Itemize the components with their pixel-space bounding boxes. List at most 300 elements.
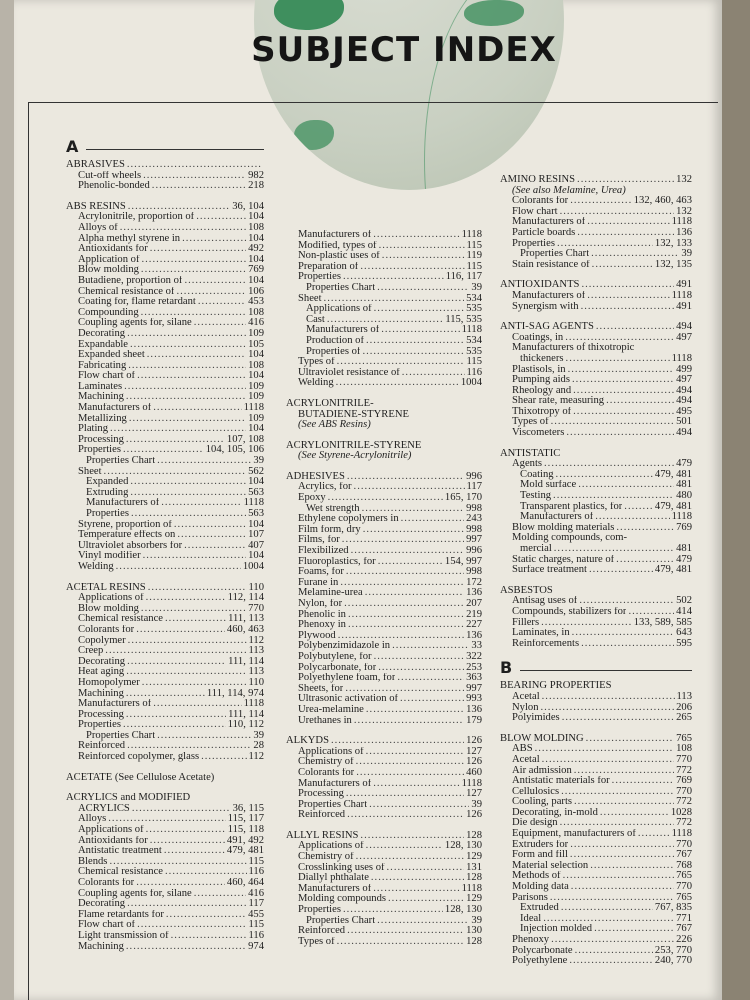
- index-entry: [66, 287, 264, 298]
- dot-leader: [373, 230, 459, 241]
- entry-gap: [286, 821, 482, 831]
- page-number: 116: [248, 866, 264, 878]
- entry-term: BEARING PROPERTIES: [500, 680, 612, 692]
- entry-gap: [500, 312, 692, 322]
- dot-leader: [540, 703, 674, 714]
- page-number: 414: [676, 605, 692, 617]
- index-entry: [66, 889, 264, 900]
- dot-leader: [392, 641, 469, 652]
- dot-leader: [362, 347, 464, 358]
- dot-leader: [166, 910, 246, 921]
- entry-term: Flame retardants for: [78, 909, 164, 920]
- page-number: 1118: [461, 777, 482, 789]
- dot-leader: [377, 916, 469, 927]
- entry-term: Epoxy: [298, 493, 326, 504]
- entry-term: Laminates, in: [512, 628, 570, 639]
- index-entry: [286, 620, 482, 631]
- index-entry: [66, 942, 264, 953]
- dot-leader: [573, 407, 674, 418]
- entry-term: Phenoxy: [512, 935, 550, 945]
- entry-term: Welding: [78, 561, 114, 572]
- page-number: 136: [466, 629, 482, 641]
- page-number: 491, 492: [226, 834, 264, 846]
- page-number: 1118: [243, 497, 264, 509]
- index-entry: [66, 160, 264, 171]
- dot-leader: [581, 639, 674, 650]
- entry-term: Wet strength: [306, 503, 360, 514]
- dot-leader: [340, 578, 464, 589]
- page-number: 998: [466, 523, 482, 535]
- dot-leader: [343, 272, 444, 283]
- entry-term: Light transmission of: [78, 930, 169, 941]
- page-number: 453: [248, 296, 264, 308]
- page-number: 128, 130: [444, 904, 482, 916]
- entry-term: Coatings, in: [512, 332, 564, 343]
- dot-leader: [366, 841, 443, 852]
- page-number: 109: [248, 380, 264, 392]
- dot-leader: [108, 814, 225, 825]
- entry-term: Foams, for: [298, 567, 344, 578]
- index-column-3: [500, 175, 692, 967]
- entry-term: Urethanes in: [298, 715, 352, 726]
- dot-leader: [366, 705, 464, 716]
- page-number: 104: [248, 550, 264, 562]
- index-entry: [286, 789, 482, 800]
- page-number: 109: [248, 327, 264, 339]
- entry-gap: [500, 649, 692, 659]
- page-number: 154, 997: [444, 555, 482, 567]
- entry-term: Non-plastic uses of: [298, 251, 380, 262]
- index-entry: [66, 731, 264, 742]
- page-number: 104: [248, 349, 264, 361]
- index-entry: [286, 905, 482, 916]
- index-entry: [66, 752, 264, 763]
- entry-term: Welding: [298, 378, 334, 389]
- dot-leader: [127, 329, 246, 340]
- entry-term: Manufacturers of: [512, 290, 586, 301]
- page-number: 132: [676, 174, 692, 185]
- index-entry: [286, 588, 482, 599]
- page-number: 207: [466, 598, 482, 609]
- index-entry: [286, 241, 482, 252]
- entry-term: Fluoroplastics, for: [298, 556, 376, 567]
- index-entry: [500, 744, 692, 755]
- page-number: 111, 113: [228, 613, 264, 625]
- dot-leader: [587, 291, 669, 302]
- dot-leader: [551, 417, 674, 428]
- dot-leader: [373, 779, 459, 790]
- page-number: 126: [466, 735, 482, 747]
- page-number: 996: [466, 545, 482, 557]
- index-entry: [286, 557, 482, 568]
- index-entry: [500, 829, 692, 840]
- index-entry: [286, 230, 482, 241]
- dot-leader: [201, 752, 246, 763]
- index-entry: [286, 567, 482, 578]
- page-number: 772: [676, 796, 692, 808]
- dot-leader: [570, 840, 674, 851]
- index-entry: [286, 884, 482, 895]
- page-number: 109: [248, 391, 264, 403]
- index-entry: [500, 302, 692, 313]
- index-entry: [500, 808, 692, 819]
- page-number: 455: [248, 908, 264, 920]
- entry-term: Manufacturers of thixotropic: [512, 342, 635, 354]
- dot-leader: [581, 280, 674, 291]
- page-number: 974: [248, 940, 264, 952]
- index-entry: [500, 914, 692, 925]
- entry-term: Stain resistance of: [512, 259, 590, 270]
- index-entry: [66, 276, 264, 287]
- entry-term: Properties: [512, 238, 555, 249]
- entry-term: Butadiene, proportion of: [78, 275, 183, 286]
- index-entry: [500, 776, 692, 787]
- page-edge: [722, 0, 750, 1000]
- page-number: 110: [248, 581, 264, 593]
- index-entry: [66, 350, 264, 361]
- index-entry: [66, 773, 264, 784]
- dot-leader: [110, 424, 246, 435]
- page-number: 218: [248, 180, 264, 192]
- dot-leader: [374, 652, 465, 663]
- page-number: 253, 770: [654, 944, 692, 956]
- entry-term: Machining: [78, 941, 124, 952]
- entry-term: Colorants for: [78, 878, 135, 888]
- dot-leader: [356, 768, 464, 779]
- page-number: 767: [676, 923, 692, 935]
- page-number: 113: [248, 666, 264, 678]
- index-entry: [66, 255, 264, 266]
- index-entry: [500, 470, 692, 481]
- index-entry: [66, 445, 264, 456]
- dot-leader: [157, 731, 251, 742]
- globe-landmass: [294, 120, 334, 150]
- page-number: 132, 460, 463: [633, 195, 692, 207]
- page-number: 128, 130: [444, 840, 482, 852]
- index-entry: [500, 322, 692, 333]
- index-entry: [500, 818, 692, 829]
- index-entry: [66, 625, 264, 636]
- dot-leader: [638, 829, 670, 840]
- page-number: 108: [248, 359, 264, 371]
- entry-term: ABRASIVES: [66, 160, 125, 170]
- page-number: 1118: [671, 828, 692, 840]
- dot-leader: [182, 234, 246, 245]
- entry-term: Coating: [520, 469, 554, 480]
- dot-leader: [136, 625, 225, 636]
- entry-term: Properties Chart: [306, 282, 376, 293]
- index-entry: [286, 325, 482, 336]
- entry-term: thickeners: [520, 353, 564, 364]
- index-entry: [286, 863, 482, 874]
- page-number: 130: [466, 925, 482, 937]
- page-number: 479, 481: [226, 845, 264, 857]
- page-number: 501: [676, 416, 692, 428]
- dot-leader: [337, 937, 464, 948]
- index-column-1: [66, 138, 264, 952]
- index-entry: [500, 428, 692, 439]
- dot-leader: [142, 255, 247, 266]
- index-entry: [500, 882, 692, 893]
- dot-leader: [126, 689, 205, 700]
- index-entry: [500, 861, 692, 872]
- page-number: 1118: [671, 216, 692, 228]
- entry-term: ACETAL RESINS: [66, 582, 146, 593]
- page-number: 1118: [243, 402, 264, 414]
- page-number: 997: [466, 682, 482, 694]
- index-entry: [286, 472, 482, 483]
- index-entry: [66, 181, 264, 192]
- page-number: 265: [676, 712, 692, 724]
- index-entry: [500, 628, 692, 639]
- page-number: 116: [248, 929, 264, 941]
- page-number: 243: [466, 513, 482, 525]
- index-entry: [500, 512, 692, 523]
- index-entry: [66, 562, 264, 573]
- page-number: 128: [466, 872, 482, 884]
- entry-term: Parisons: [512, 892, 548, 903]
- page-number: 136: [466, 703, 482, 715]
- dot-leader: [331, 736, 464, 747]
- index-entry: [286, 525, 482, 536]
- page-number: 563: [248, 486, 264, 498]
- index-entry: [286, 852, 482, 863]
- dot-leader: [348, 610, 464, 621]
- dot-leader: [573, 386, 674, 397]
- page-number: 563: [248, 508, 264, 519]
- page-number: 112, 114: [227, 592, 264, 604]
- dot-leader: [324, 294, 465, 305]
- dot-leader: [196, 212, 246, 223]
- page-number: 36, 104: [232, 200, 264, 212]
- index-entry: [500, 935, 692, 946]
- entry-term: ANTIOXIDANTS: [500, 280, 580, 291]
- entry-term: Blow molding: [78, 603, 139, 614]
- entry-term: ACETATE (See Cellulose Acetate): [66, 771, 215, 783]
- letter-heading-rule: [86, 149, 264, 150]
- page-number: 136: [466, 587, 482, 599]
- page-number: 115, 535: [445, 313, 482, 325]
- dot-leader: [379, 241, 465, 252]
- entry-term: Polyethylene foam, for: [298, 673, 396, 684]
- entry-term: Properties Chart: [86, 730, 156, 741]
- dot-leader: [346, 567, 464, 578]
- entry-term: Rheology and: [512, 385, 572, 396]
- page-number: 1118: [461, 324, 482, 336]
- page-number: 227: [466, 619, 482, 631]
- page-number: 416: [248, 887, 264, 899]
- page-number: 492: [248, 243, 264, 255]
- page-title: SUBJECT INDEX: [251, 30, 557, 70]
- entry-term: Polycarbonate, for: [298, 662, 377, 673]
- index-entry: [286, 641, 482, 652]
- dot-leader: [146, 593, 226, 604]
- page-number: 104: [248, 518, 264, 530]
- dot-leader: [347, 810, 464, 821]
- dot-leader: [574, 766, 674, 777]
- entry-term: Antioxidants for: [78, 244, 148, 255]
- entry-term: Plating: [78, 424, 109, 435]
- dot-leader: [581, 302, 675, 313]
- index-entry: [286, 841, 482, 852]
- index-entry: [500, 766, 692, 777]
- entry-term: Antioxidants for: [78, 835, 148, 846]
- entry-term: AMINO RESINS: [500, 175, 576, 185]
- entry-term: ACRYLICS: [78, 803, 130, 814]
- dot-leader: [184, 541, 246, 552]
- dot-leader: [561, 903, 653, 914]
- page-number: 132, 133: [654, 237, 692, 249]
- page-number: 110: [248, 676, 264, 688]
- page-number: 767, 835: [654, 902, 692, 914]
- index-entry: [286, 251, 482, 262]
- entry-term: Manufacturers of: [306, 325, 380, 336]
- dot-leader: [561, 787, 674, 798]
- entry-term: Machining: [78, 392, 124, 403]
- index-entry: [286, 336, 482, 347]
- entry-term: Expanded sheet: [78, 350, 145, 361]
- page-number: 105: [248, 338, 264, 350]
- page-number: 765: [676, 732, 692, 744]
- page-number: 104: [248, 423, 264, 435]
- dot-leader: [572, 628, 674, 639]
- entry-term: Processing: [298, 789, 344, 800]
- dot-leader: [541, 618, 632, 629]
- entry-term: Vinyl modifier: [78, 551, 141, 562]
- index-entry: [286, 368, 482, 379]
- letter-heading-text: A: [66, 137, 79, 156]
- entry-term: Form and fill: [512, 850, 568, 861]
- dot-leader: [343, 905, 443, 916]
- page-number: 495: [676, 405, 692, 417]
- page-number: 479: [676, 458, 692, 470]
- page-number: 534: [466, 292, 482, 304]
- globe-illustration: [254, 0, 564, 190]
- page-number: 993: [466, 693, 482, 705]
- page-number: 108: [676, 743, 692, 755]
- dot-leader: [387, 863, 465, 874]
- dot-leader: [594, 924, 674, 935]
- entry-term: Blow molding materials: [512, 522, 615, 533]
- index-entry: [500, 239, 692, 250]
- index-entry: [286, 663, 482, 674]
- entry-term: Chemical resistance of: [78, 286, 175, 297]
- entry-term: Types of: [298, 936, 335, 947]
- index-entry: [500, 375, 692, 386]
- entry-term: Films, for: [298, 535, 340, 546]
- entry-term: ADHESIVES: [286, 471, 345, 482]
- index-entry: [66, 212, 264, 223]
- index-entry: [66, 720, 264, 731]
- entry-term: Processing: [78, 434, 124, 445]
- dot-leader: [164, 846, 225, 857]
- page-number: 111, 114: [228, 655, 264, 667]
- index-entry: [66, 541, 264, 552]
- dot-leader: [142, 678, 247, 689]
- dot-leader: [397, 673, 464, 684]
- dot-leader: [586, 734, 674, 745]
- page-number: 132, 135: [654, 258, 692, 270]
- page-number: 113: [248, 645, 264, 657]
- entry-term: Acetal: [512, 691, 540, 702]
- letter-heading-text: B: [500, 658, 513, 678]
- dot-leader: [342, 535, 464, 546]
- index-entry: [66, 340, 264, 351]
- frame-rule-top: [28, 102, 718, 103]
- page-number: 111, 114: [228, 708, 264, 720]
- index-entry: [66, 202, 264, 213]
- index-entry: [500, 586, 692, 597]
- dot-leader: [571, 882, 674, 893]
- page-number: 1028: [670, 806, 692, 818]
- dot-leader: [401, 514, 464, 525]
- dot-leader: [120, 223, 246, 234]
- dot-leader: [354, 716, 464, 727]
- index-entry: [500, 228, 692, 239]
- dot-leader: [572, 375, 674, 386]
- dot-leader: [575, 946, 653, 957]
- page-number: 206: [676, 701, 692, 713]
- index-entry: [66, 318, 264, 329]
- page-number: 481: [676, 543, 692, 554]
- page-number: 108: [248, 306, 264, 318]
- entry-term: Molding compounds, com-: [512, 532, 628, 544]
- entry-term: Metallizing: [78, 413, 127, 424]
- dot-leader: [560, 818, 675, 829]
- entry-term: Melamine-urea: [298, 588, 363, 599]
- frame-rule-left: [28, 102, 29, 1000]
- entry-term: Polyethylene: [512, 956, 568, 967]
- index-entry: [500, 639, 692, 650]
- page-number: 770: [676, 881, 692, 893]
- page-number: 253: [466, 661, 482, 673]
- page-number: 111, 114, 974: [206, 687, 264, 699]
- page-number: 127: [466, 788, 482, 800]
- dot-leader: [124, 382, 246, 393]
- dot-leader: [556, 470, 653, 481]
- dot-leader: [347, 472, 464, 483]
- page-number: 535: [466, 303, 482, 315]
- dot-leader: [551, 935, 674, 946]
- entry-term: Polybutylene, for: [298, 651, 372, 662]
- page-number: 502: [676, 595, 692, 607]
- page-number: 104: [248, 274, 264, 286]
- page-number: 39: [471, 914, 482, 926]
- index-entry: [286, 768, 482, 779]
- page-number: 1118: [461, 882, 482, 894]
- entry-term: ACRYLONITRILE-: [286, 397, 374, 409]
- entry-term: Colorants for: [298, 767, 355, 778]
- dot-leader: [369, 800, 469, 811]
- entry-term: Plywood: [298, 630, 336, 641]
- dot-leader: [126, 942, 246, 953]
- index-entry: [500, 903, 692, 914]
- index-entry: [66, 530, 264, 541]
- index-entry: [500, 407, 692, 418]
- entry-term: Expandable: [78, 339, 129, 350]
- dot-leader: [535, 744, 675, 755]
- entry-term: ACRYLONITRILE-STYRENE: [286, 439, 422, 451]
- index-entry: [66, 171, 264, 182]
- index-entry: [286, 315, 482, 326]
- entry-term: Reinforced: [78, 741, 126, 752]
- dot-leader: [171, 931, 247, 942]
- entry-term: Cast: [306, 314, 325, 325]
- dot-leader: [165, 614, 226, 625]
- entry-term: Sheet: [298, 293, 322, 304]
- page-number: 479: [676, 553, 692, 565]
- page-number: 480: [676, 490, 692, 502]
